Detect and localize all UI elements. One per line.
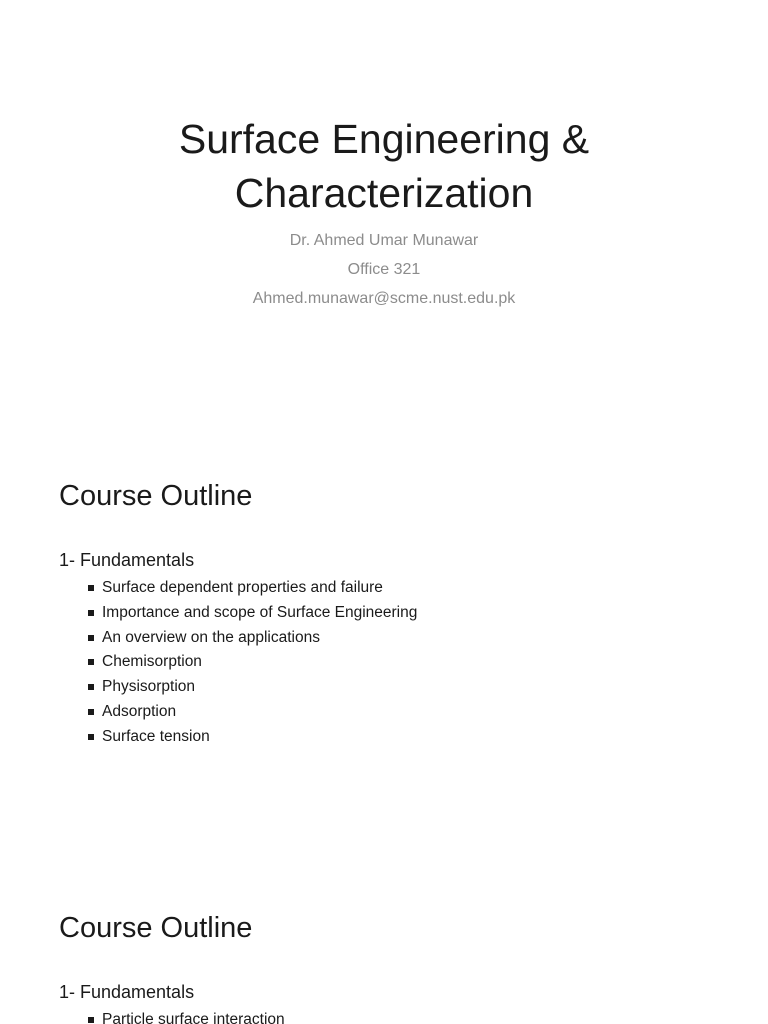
title-slide	[0, 0, 768, 432]
list-item-text: Surface tension	[102, 727, 210, 745]
square-bullet-icon	[88, 659, 94, 665]
list-item-text: Chemisorption	[102, 653, 202, 671]
list-item	[88, 700, 417, 725]
list-item-text: An overview on the applications	[102, 628, 320, 646]
square-bullet-icon	[88, 610, 94, 616]
office-number: Office 321	[347, 261, 421, 278]
topic-list	[88, 576, 417, 750]
list-item	[88, 576, 417, 601]
list-item-text: Surface dependent properties and failure	[102, 579, 383, 596]
square-bullet-icon	[88, 585, 94, 591]
list-item	[88, 626, 417, 651]
list-item-text: Adsorption	[102, 702, 177, 720]
list-item	[88, 725, 417, 750]
outline-slide-2	[0, 864, 768, 1024]
square-bullet-icon	[88, 684, 94, 690]
author-name: Dr. Ahmed Umar Munawar	[289, 232, 479, 249]
list-item-text: Particle surface interaction	[102, 1011, 285, 1024]
section-heading: 1- Fundamentals	[59, 982, 195, 1002]
square-bullet-icon	[88, 709, 94, 715]
outline-slide-1	[0, 432, 768, 864]
topic-list	[88, 1008, 285, 1024]
author-info	[0, 226, 768, 313]
square-bullet-icon	[88, 734, 94, 740]
list-item	[88, 650, 417, 675]
list-item	[88, 601, 417, 626]
slide-title-line-2: Characterization	[234, 170, 534, 216]
slide-title-line-1: Surface Engineering &	[178, 116, 590, 162]
outline-heading: Course Outline	[59, 912, 253, 944]
list-item	[88, 675, 417, 700]
outline-heading: Course Outline	[59, 480, 253, 512]
author-email: Ahmed.munawar@scme.nust.edu.pk	[252, 290, 516, 307]
square-bullet-icon	[88, 635, 94, 641]
list-item	[88, 1008, 285, 1024]
list-item-text: Physisorption	[102, 678, 196, 696]
slide-title	[0, 112, 768, 220]
square-bullet-icon	[88, 1017, 94, 1023]
section-heading: 1- Fundamentals	[59, 550, 195, 570]
list-item-text: Importance and scope of Surface Engineering	[102, 603, 418, 621]
